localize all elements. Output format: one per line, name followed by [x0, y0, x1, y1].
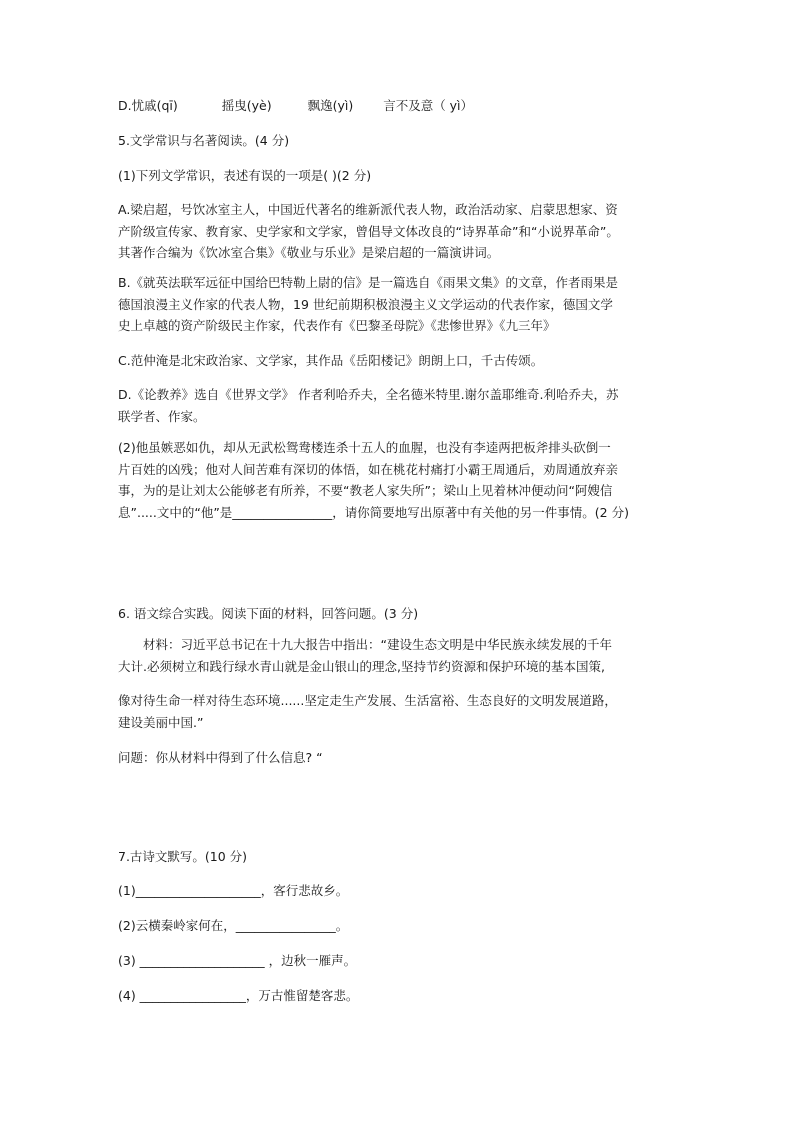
q7-line-3: (3) ____________________ ，边秋一雁声。 [118, 953, 357, 968]
q6-question: 问题：你从材料中得到了什么信息? “ [118, 750, 323, 765]
q7-title: 7.古诗文默写。(10 分) [118, 849, 248, 864]
option-b-line-3: 史上卓越的资产阶级民主作家，代表作有《巴黎圣母院》《悲惨世界》《九三年》 [118, 318, 556, 333]
option-b-line-2: 德国浪漫主义作家的代表人物，19 世纪前期积极浪漫主义文学运动的代表作家，德国文学 [118, 296, 613, 312]
q6-material-cont [118, 690, 678, 733]
q5-option-c: C.范仲淹是北宋政治家、文学家，其作品《岳阳楼记》朗朗上口，千古传颂。 [118, 353, 544, 368]
option-a-line-1: A.梁启超，号饮冰室主人，中国近代著名的维新派代表人物，政治活动家、启蒙思想家、资 [118, 202, 618, 217]
q4-d-word-4: 言不及意（ yì） [383, 98, 474, 113]
q5-option-b [118, 272, 678, 337]
q4-d-word-3: 飘逸(yì) [307, 98, 354, 113]
option-b-line-1: B.《就英法联军远征中国给巴特勒上尉的信》是一篇选自《雨果文集》的文章，作者雨果是 [118, 275, 619, 290]
q6-material [118, 634, 678, 677]
sub2-line-1: (2)他虽嫉恶如仇，却从无武松鸳鸯楼连杀十五人的血腥，也没有李逵两把板斧排头砍倒一 [118, 440, 611, 455]
q4-option-d [118, 95, 473, 116]
sub2-line-2: 片百姓的凶残；他对人间苦难有深切的体悟，如在桃花村痛打小霸王周通后，劝周通放弃亲 [118, 461, 619, 477]
q5-title: 5.文学常识与名著阅读。(4 分) [118, 133, 290, 148]
material-line-1: 材料：习近平总书记在十九大报告中指出：“建设生态文明是中华民族永续发展的千年 [143, 637, 612, 652]
material-line-3: 像对待生命一样对待生态环境......坚定走生产发展、生活富裕、生态良好的文明发展道路， [118, 693, 617, 708]
sub2-line-3: 事，为的是让刘太公能够老有所养，不要“教老人家失所”；梁山上见着林冲便动问“阿嫂信 [118, 483, 613, 498]
q5-sub1: (1)下列文学常识，表述有误的一项是( )(2 分) [118, 168, 372, 183]
option-d-line-2: 联学者、作家。 [118, 408, 206, 424]
q4-d-word-1: D.忧戚(qī) [118, 98, 178, 113]
q7-line-2: (2)云横秦岭家何在，________________。 [118, 918, 349, 933]
q7-line-1: (1)____________________，客行悲故乡。 [118, 883, 349, 898]
material-line-4: 建设美丽中国.” [118, 714, 204, 730]
q5-option-d [118, 384, 678, 427]
option-a-line-3: 其著作合编为《饮冰室合集》《敬业与乐业》是梁启超的一篇演讲词。 [118, 245, 500, 260]
q6-title: 6. 语文综合实践。阅读下面的材料，回答问题。(3 分) [118, 606, 419, 621]
q7-line-4: (4) _________________，万古惟留楚客悲。 [118, 988, 359, 1003]
q5-sub2 [118, 437, 678, 523]
q4-d-word-2: 摇曳(yè) [221, 98, 272, 113]
sub2-line-4: 息”.....文中的“他”是________________，请你简要地写出原著中有关他的另一件事情。(2 分) [118, 504, 629, 520]
material-line-2: 大计.必须树立和践行绿水青山就是金山银山的理念,坚持节约资源和保护环境的基本国策, [118, 658, 605, 674]
option-d-line-1: D.《论教养》选自《世界文学》 作者利哈乔夫，全名德米特里.谢尔盖耶维奇.利哈乔夫，苏 [118, 387, 619, 402]
option-a-line-2: 产阶级宣传家、教育家、史学家和文学家，曾倡导文体改良的“诗界革命”和“小说界革命”。 [118, 223, 619, 239]
q5-option-a [118, 199, 678, 264]
